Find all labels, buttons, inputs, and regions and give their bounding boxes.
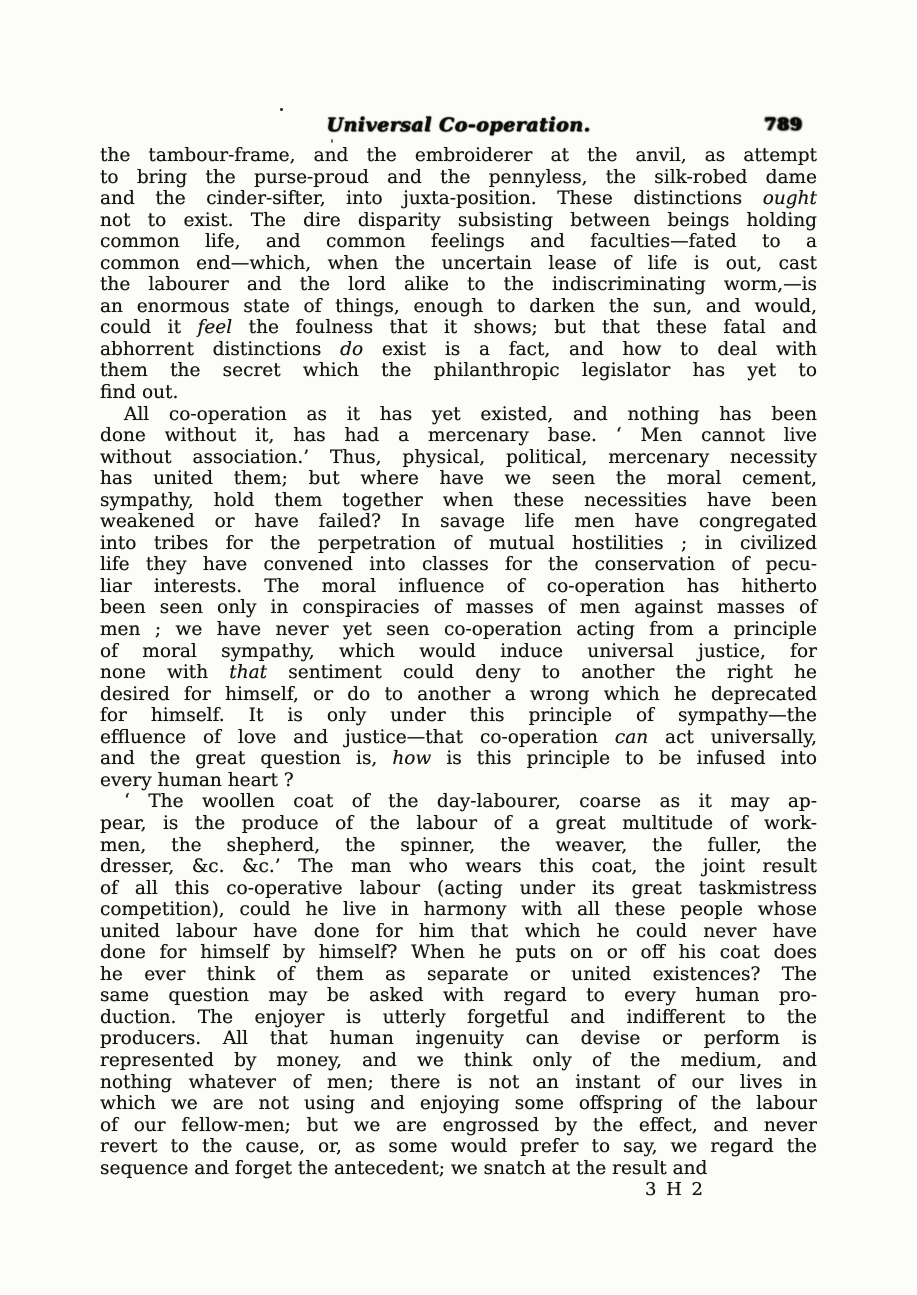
- text-line: every human heart ?: [100, 769, 294, 791]
- text-line: done for himself by himself? When he puts on or off his coat does: [100, 942, 817, 964]
- text-line: All co-operation as it has yet existed, and nothing has been: [124, 403, 817, 425]
- text-line: weakened or have failed? In savage life men have congregated: [100, 511, 817, 533]
- text-line: same question may be asked with regard to every human pro-: [100, 985, 817, 1007]
- text-line: not to exist. The dire disparity subsisting between beings holding: [100, 209, 817, 231]
- text-line: to bring the purse-proud and the pennyless, the silk-robed dame: [100, 166, 817, 188]
- signature-mark: 3 H 2: [644, 1179, 705, 1201]
- text-line: which we are not using and enjoying some offspring of the labour: [100, 1093, 817, 1115]
- text-line: for himself. It is only under this principle of sympathy—the: [100, 705, 817, 727]
- text-line: sequence and forget the antecedent; we snatch at the result and: [100, 1157, 708, 1179]
- text-line: without association.’ Thus, physical, political, mercenary necessity: [100, 446, 817, 468]
- text-line: done without it, has had a mercenary base. ‘ Men cannot live: [100, 425, 817, 447]
- page-text: [100, 145, 817, 1201]
- text-line: none with that sentiment could deny to another the right he: [100, 662, 817, 684]
- text-line: them the secret which the philanthropic legislator has yet to: [100, 360, 817, 382]
- text-line: represented by money, and we think only of the medium, and: [100, 1049, 817, 1071]
- page-header: [100, 114, 817, 140]
- text-line: common end—which, when the uncertain lease of life is out, cast: [100, 252, 817, 274]
- text-line: desired for himself, or do to another a wrong which he deprecated: [100, 683, 817, 705]
- text-line: dresser, &c. &c.’ The man who wears this coat, the joint result: [100, 856, 817, 878]
- page-number: 789: [764, 115, 803, 135]
- text-line: he ever think of them as separate or united existences? The: [100, 963, 817, 985]
- text-line: effluence of love and justice—that co-operation can act universally,: [100, 726, 817, 748]
- text-line: of our fellow-men; but we are engrossed by the effect, and never: [100, 1114, 817, 1136]
- text-line: been seen only in conspiracies of masses of men against masses of: [100, 597, 817, 619]
- text-line: and the cinder-sifter, into juxta-position. These distinctions ought: [100, 188, 817, 210]
- text-line: united labour have done for him that which he could never have: [100, 920, 817, 942]
- text-line: find out.: [100, 382, 179, 404]
- text-line: the labourer and the lord alike to the indiscriminating worm,—is: [100, 274, 817, 296]
- text-line: nothing whatever of men; there is not an instant of our lives in: [100, 1071, 817, 1093]
- text-line: producers. All that human ingenuity can devise or perform is: [100, 1028, 817, 1050]
- text-line: the tambour-frame, and the embroiderer at the anvil, as attempt: [100, 145, 817, 166]
- text-line: an enormous state of things, enough to darken the sun, and would,: [100, 295, 817, 317]
- text-line: and the great question is, how is this principle to be infused into: [100, 748, 817, 770]
- text-line: men ; we have never yet seen co-operation acting from a principle: [100, 619, 817, 641]
- text-line: liar interests. The moral influence of co-operation has hitherto: [100, 575, 817, 597]
- running-title: Universal Co-operation.: [326, 114, 591, 136]
- text-line: could it feel the foulness that it shows; but that these fatal and: [100, 317, 817, 339]
- text-line: duction. The enjoyer is utterly forgetful and indifferent to the: [100, 1006, 817, 1028]
- text-line: ‘ The woollen coat of the day-labourer, coarse as it may ap-: [124, 791, 817, 813]
- text-line: revert to the cause, or, as some would prefer to say, we regard the: [100, 1136, 817, 1158]
- text-line: of moral sympathy, which would induce universal justice, for: [100, 640, 817, 662]
- ink-speck-icon: [280, 108, 283, 111]
- text-line: of all this co-operative labour (acting under its great taskmistress: [100, 877, 817, 899]
- text-line: competition), could he live in harmony with all these people whose: [100, 899, 817, 921]
- text-line: sympathy, hold them together when these necessities have been: [100, 489, 817, 511]
- paragraphs-container: [100, 145, 817, 1179]
- text-line: pear, is the produce of the labour of a great multitude of work-: [100, 812, 817, 834]
- text-line: men, the shepherd, the spinner, the weaver, the fuller, the: [100, 834, 817, 856]
- text-line: common life, and common feelings and faculties—fated to a: [100, 231, 817, 253]
- text-line: into tribes for the perpetration of mutual hostilities ; in civilized: [100, 532, 817, 554]
- text-line: abhorrent distinctions do exist is a fact, and how to deal with: [100, 338, 818, 360]
- text-line: life they have convened into classes for the conservation of pecu-: [100, 554, 817, 576]
- text-line: has united them; but where have we seen the moral cement,: [100, 468, 817, 490]
